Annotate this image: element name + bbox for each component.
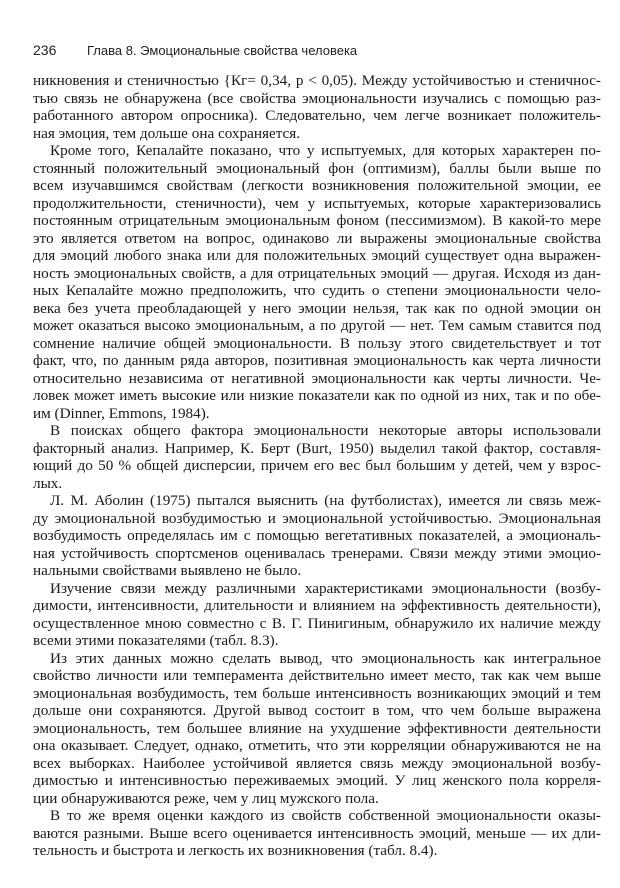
text-line: относительно независима от негативной эмоциональности как черты личности. Че- bbox=[33, 369, 601, 387]
text-line: В поисках общего фактора эмоциональности некоторые авторы использовали bbox=[50, 422, 601, 439]
text-line: ная эмоция, тем дольше она сохраняется. bbox=[33, 124, 301, 142]
text-line: эмоциональная возбудимость, тем больше интенсивность возникающих эмоций и тем bbox=[33, 684, 601, 702]
text-line: для эмоций любого знака или для положительных эмоций существует одна выражен- bbox=[33, 247, 601, 264]
text-line: всем изучавшимся свойствам (легкости возникновения положительной эмоции, ее bbox=[33, 177, 601, 194]
page-body bbox=[33, 72, 601, 860]
paragraph bbox=[33, 807, 601, 860]
running-title: Глава 8. Эмоциональные свойства человека bbox=[87, 43, 358, 58]
text-line: В то же время оценки каждого из свойств собственной эмоциональности оказы- bbox=[50, 807, 601, 824]
text-line: Л. М. Аболин (1975) пытался выяснить (на футболистах), имеется ли связь меж- bbox=[50, 492, 601, 509]
text-line: факторный анализ. Например, К. Берт (Burt, 1950) выделил такой фактор, составля- bbox=[33, 439, 601, 457]
text-line: Изучение связи между различными характеристиками эмоциональности (возбу- bbox=[50, 579, 601, 597]
page-number: 236 bbox=[33, 42, 57, 58]
text-line: всех выборках. Наиболее устойчивой является связь между эмоциональной возбу- bbox=[33, 754, 601, 772]
text-line: осуществленное мною совместно с В. Г. Пинигиным, обнаружило их наличие между bbox=[33, 614, 601, 632]
text-line: тельность и быстрота и легкость их возникновения (табл. 8.4). bbox=[33, 842, 438, 859]
text-line: ющий до 50 % общей дисперсии, причем его вес был большим у детей, чем у взрос- bbox=[33, 457, 601, 474]
text-line: дольше они сохраняются. Другой вывод состоит в том, что чем больше выражена bbox=[33, 702, 601, 719]
text-line: может оказаться высоко эмоциональным, а по другой — нет. Тем самым ставится под bbox=[33, 317, 601, 334]
text-line: всеми этими показателями (табл. 8.3). bbox=[33, 632, 279, 649]
text-line: стоянный положительный эмоциональный фон (оптимизм), баллы были выше по bbox=[33, 159, 601, 177]
text-line: Кроме того, Кепалайте показано, что у испытуемых, для которых характерен по- bbox=[50, 142, 601, 159]
text-line: факт, что, по данным ряда авторов, позитивная эмоциональность как черта личности bbox=[33, 352, 601, 369]
text-line: им (Dinner, Emmons, 1984). bbox=[33, 404, 210, 422]
text-line: нальными свойствами выявлено не было. bbox=[33, 562, 302, 579]
text-line: Из этих данных можно сделать вывод, что эмоциональность как интегральное bbox=[50, 649, 601, 667]
text-line: ду эмоциональной возбудимостью и эмоциональной устойчивостью. Эмоциональная bbox=[33, 509, 601, 527]
text-line: ная устойчивость спортсменов оценивалась тренерами. Связи между этими эмоцио- bbox=[33, 544, 601, 562]
paragraph bbox=[33, 492, 601, 580]
text-line: ных Кепалайте можно предположить, что судить о степени эмоциональности чело- bbox=[33, 282, 601, 299]
text-line: эмоциональность, тем большее влияние на ухудшение эффективности деятельности bbox=[33, 719, 601, 737]
paragraph bbox=[33, 422, 601, 492]
text-line: продолжительности, стеничности), чем у испытуемых, которые характеризовались bbox=[33, 194, 601, 212]
paragraph bbox=[33, 72, 601, 142]
text-line: ции обнаруживаются реже, чем у лиц мужского пола. bbox=[33, 789, 379, 807]
text-line: тью связь не обнаружена (все свойства эмоциональности изучались с помощью раз- bbox=[33, 89, 601, 107]
text-line: никновения и стеничностью {Кг= 0,34, р < 0,05). Между устойчивостью и стеничнос- bbox=[33, 72, 601, 89]
text-line: сомнение наличие общей эмоциональности. В пользу этого свидетельствует и тот bbox=[33, 334, 601, 352]
paragraph bbox=[33, 580, 601, 650]
text-line: димости, интенсивности, длительности и влиянием на эффективность деятельности), bbox=[33, 597, 601, 614]
text-line: работанного автором опросника). Следовательно, чем легче возникает положитель- bbox=[33, 107, 601, 124]
text-line: ваются разными. Выше всего оценивается интенсивность эмоций, меньше — их дли- bbox=[33, 824, 601, 842]
text-line: века без учета преобладающей у него эмоции нельзя, так как по одной эмоции он bbox=[33, 299, 601, 317]
paragraph bbox=[33, 650, 601, 808]
text-line: свойство личности или темперамента действительно имеет место, так как чем выше bbox=[33, 667, 601, 684]
text-line: она оказывает. Следует, однако, отметить, что эти корреляции обнаруживаются не на bbox=[33, 737, 601, 754]
text-line: димостью и интенсивностью переживаемых эмоций. У лиц женского пола корреля- bbox=[33, 772, 601, 789]
text-line: ловек может иметь высокие или низкие показатели как по одной из них, так и по обе- bbox=[33, 387, 601, 404]
running-header bbox=[33, 42, 357, 58]
text-line: ность эмоциональных свойств, а для отрицательных эмоций — другая. Исходя из дан- bbox=[33, 264, 601, 282]
text-line: это является ответом на вопрос, одинаково ли выражены эмоциональные свойства bbox=[33, 229, 601, 247]
paragraph bbox=[33, 142, 601, 422]
text-line: лых. bbox=[33, 474, 63, 492]
text-line: возбудимость определялась им с помощью вегетативных показателей, а эмоциональ- bbox=[33, 527, 601, 544]
text-line: постоянным отрицательным эмоциональным фоном (пессимизмом). В какой-то мере bbox=[33, 212, 601, 229]
